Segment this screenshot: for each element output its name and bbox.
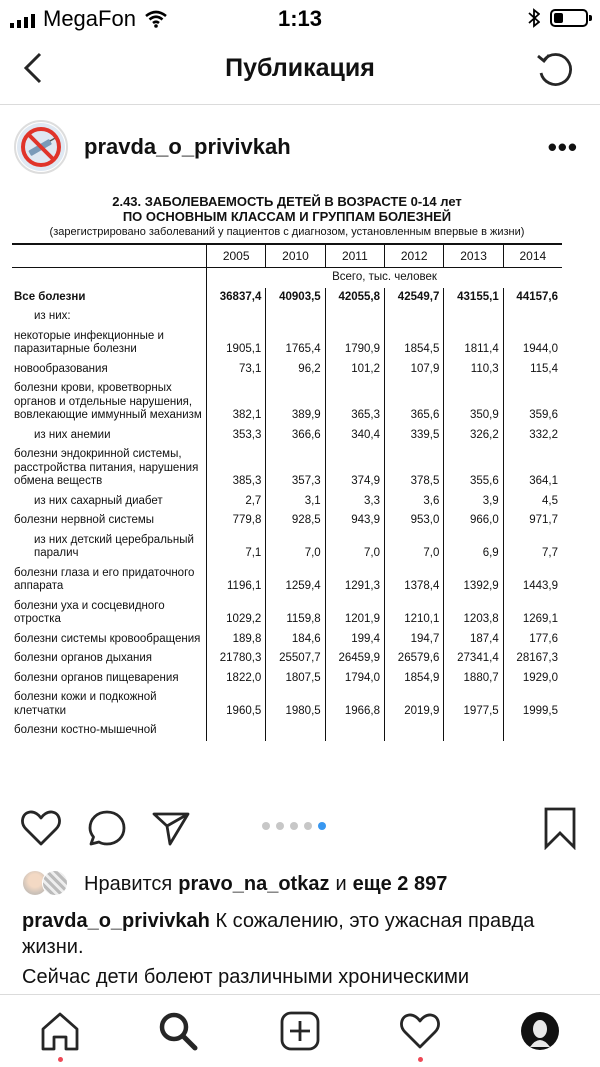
home-icon[interactable] bbox=[38, 1009, 82, 1053]
value-cell: 357,3 bbox=[266, 445, 325, 492]
caption-continued: Сейчас дети болеют различными хроническими bbox=[22, 966, 470, 988]
document-title-line2: ПО ОСНОВНЫМ КЛАССАМ И ГРУППАМ БОЛЕЗНЕЙ bbox=[122, 209, 452, 224]
value-cell: 364,1 bbox=[503, 445, 562, 492]
top-nav bbox=[0, 36, 600, 105]
document-subtitle: (зарегистрировано заболеваний у пациентов с диагнозом, установленным впервые в жизни) bbox=[49, 226, 525, 238]
value-cell: 44157,6 bbox=[503, 288, 562, 308]
notification-dot bbox=[418, 1057, 423, 1062]
value-cell: 943,9 bbox=[325, 511, 384, 531]
value-cell bbox=[503, 307, 562, 327]
value-cell: 26579,6 bbox=[385, 649, 444, 669]
header-label-cell bbox=[12, 244, 207, 268]
liker-avatar bbox=[42, 870, 68, 896]
value-cell: 194,7 bbox=[385, 630, 444, 650]
value-cell: 1854,5 bbox=[385, 327, 444, 360]
value-cell: 26459,9 bbox=[325, 649, 384, 669]
year-header: 2010 bbox=[266, 244, 325, 268]
value-cell: 1269,1 bbox=[503, 597, 562, 630]
value-cell: 6,9 bbox=[444, 531, 503, 564]
value-cell: 359,6 bbox=[503, 379, 562, 426]
add-post-icon[interactable] bbox=[278, 1009, 322, 1053]
value-cell: 1210,1 bbox=[385, 597, 444, 630]
table-row bbox=[12, 445, 562, 492]
table-row bbox=[12, 492, 562, 512]
value-cell bbox=[207, 721, 266, 741]
caption-text: К сожалению, это ужасная правда жизни. bbox=[22, 910, 535, 958]
value-cell: 2019,9 bbox=[385, 688, 444, 721]
row-label: из них анемии bbox=[34, 428, 111, 441]
value-cell: 73,1 bbox=[207, 360, 266, 380]
value-cell: 7,0 bbox=[385, 531, 444, 564]
page-title: Публикация bbox=[225, 54, 375, 82]
value-cell: 340,4 bbox=[325, 426, 384, 446]
value-cell: 389,9 bbox=[266, 379, 325, 426]
year-header: 2012 bbox=[385, 244, 444, 268]
value-cell: 1443,9 bbox=[503, 564, 562, 597]
bookmark-icon[interactable] bbox=[542, 806, 578, 850]
value-cell: 1378,4 bbox=[385, 564, 444, 597]
value-cell bbox=[266, 307, 325, 327]
value-cell: 953,0 bbox=[385, 511, 444, 531]
value-cell: 40903,5 bbox=[266, 288, 325, 308]
value-cell: 1794,0 bbox=[325, 669, 384, 689]
carousel-dot bbox=[290, 822, 298, 830]
value-cell: 1029,2 bbox=[207, 597, 266, 630]
disease-table bbox=[12, 243, 562, 741]
likes-row[interactable] bbox=[22, 868, 592, 900]
value-cell: 101,2 bbox=[325, 360, 384, 380]
row-label: Все болезни bbox=[14, 290, 86, 303]
value-cell: 366,6 bbox=[266, 426, 325, 446]
value-cell bbox=[385, 721, 444, 741]
year-header: 2013 bbox=[444, 244, 503, 268]
value-cell: 199,4 bbox=[325, 630, 384, 650]
search-icon[interactable] bbox=[156, 1009, 200, 1053]
table-row bbox=[12, 360, 562, 380]
row-label: болезни крови, кроветворных органов и отдельные нарушения, вовлекающие иммунный механизм bbox=[14, 382, 202, 421]
value-cell: 1203,8 bbox=[444, 597, 503, 630]
value-cell: 7,0 bbox=[325, 531, 384, 564]
no-syringe-icon bbox=[16, 122, 66, 172]
value-cell: 1944,0 bbox=[503, 327, 562, 360]
row-label: некоторые инфекционные и паразитарные болезни bbox=[14, 329, 164, 355]
value-cell bbox=[444, 721, 503, 741]
value-cell: 21780,3 bbox=[207, 649, 266, 669]
value-cell: 25507,7 bbox=[266, 649, 325, 669]
table-row bbox=[12, 426, 562, 446]
value-cell: 1807,5 bbox=[266, 669, 325, 689]
value-cell: 184,6 bbox=[266, 630, 325, 650]
value-cell: 355,6 bbox=[444, 445, 503, 492]
row-label: болезни костно-мышечной bbox=[14, 724, 157, 736]
likes-prefix: Нравится bbox=[84, 872, 173, 895]
activity-heart-icon[interactable] bbox=[398, 1009, 442, 1053]
row-label: болезни системы кровообращения bbox=[14, 632, 201, 645]
value-cell: 382,1 bbox=[207, 379, 266, 426]
value-cell: 3,6 bbox=[385, 492, 444, 512]
value-cell: 1880,7 bbox=[444, 669, 503, 689]
clock: 1:13 bbox=[277, 6, 323, 31]
carousel-dot bbox=[262, 822, 270, 830]
value-cell: 1259,4 bbox=[266, 564, 325, 597]
value-cell: 1966,8 bbox=[325, 688, 384, 721]
value-cell bbox=[503, 721, 562, 741]
row-label: болезни органов дыхания bbox=[14, 652, 152, 664]
year-header: 2011 bbox=[325, 244, 384, 268]
value-cell bbox=[444, 307, 503, 327]
row-label: болезни нервной системы bbox=[14, 514, 155, 526]
notification-dot bbox=[58, 1057, 63, 1062]
value-cell: 1905,1 bbox=[207, 327, 266, 360]
value-cell: 7,0 bbox=[266, 531, 325, 564]
row-label: болезни уха и сосцевидного отростка bbox=[14, 599, 165, 625]
value-cell: 378,5 bbox=[385, 445, 444, 492]
value-cell: 189,8 bbox=[207, 630, 266, 650]
table-row bbox=[12, 379, 562, 426]
row-label: из них: bbox=[34, 310, 71, 322]
value-cell: 110,3 bbox=[444, 360, 503, 380]
post-header bbox=[0, 104, 600, 186]
unit-label: Всего, тыс. человек bbox=[207, 268, 563, 288]
table-row bbox=[12, 597, 562, 630]
value-cell: 4,5 bbox=[503, 492, 562, 512]
value-cell bbox=[207, 307, 266, 327]
document-title-line1: 2.43. ЗАБОЛЕВАЕМОСТЬ ДЕТЕЙ В ВОЗРАСТЕ 0-14 лет bbox=[112, 194, 462, 209]
value-cell bbox=[325, 721, 384, 741]
value-cell: 115,4 bbox=[503, 360, 562, 380]
value-cell: 177,6 bbox=[503, 630, 562, 650]
value-cell: 28167,3 bbox=[503, 649, 562, 669]
value-cell: 1960,5 bbox=[207, 688, 266, 721]
refresh-icon[interactable] bbox=[534, 48, 576, 90]
author-username[interactable]: pravda_o_privivkah bbox=[84, 134, 291, 159]
value-cell: 27341,4 bbox=[444, 649, 503, 669]
value-cell bbox=[266, 721, 325, 741]
value-cell: 42055,8 bbox=[325, 288, 384, 308]
value-cell: 1392,9 bbox=[444, 564, 503, 597]
table-row bbox=[12, 327, 562, 360]
table-row bbox=[12, 630, 562, 650]
share-icon[interactable] bbox=[150, 808, 192, 848]
table-row bbox=[12, 721, 562, 741]
value-cell: 365,6 bbox=[385, 379, 444, 426]
value-cell: 7,7 bbox=[503, 531, 562, 564]
year-header: 2005 bbox=[207, 244, 266, 268]
value-cell: 3,9 bbox=[444, 492, 503, 512]
row-label: болезни кожи и подкожной клетчатки bbox=[14, 691, 157, 717]
carrier-name: MegaFon bbox=[43, 6, 136, 31]
value-cell: 350,9 bbox=[444, 379, 503, 426]
unit-row bbox=[12, 268, 562, 288]
caption-username[interactable]: pravda_o_privivkah bbox=[22, 910, 210, 932]
value-cell: 1929,0 bbox=[503, 669, 562, 689]
statistics-document bbox=[12, 194, 562, 741]
value-cell: 107,9 bbox=[385, 360, 444, 380]
liker-avatars bbox=[22, 870, 76, 898]
carousel-indicator bbox=[262, 822, 326, 830]
value-cell: 42549,7 bbox=[385, 288, 444, 308]
liker-username[interactable]: pravo_na_otkaz bbox=[178, 872, 330, 895]
value-cell: 779,8 bbox=[207, 511, 266, 531]
value-cell: 326,2 bbox=[444, 426, 503, 446]
carousel-dot bbox=[276, 822, 284, 830]
value-cell: 2,7 bbox=[207, 492, 266, 512]
value-cell: 1765,4 bbox=[266, 327, 325, 360]
year-header: 2014 bbox=[503, 244, 562, 268]
table-row bbox=[12, 564, 562, 597]
value-cell: 1999,5 bbox=[503, 688, 562, 721]
value-cell: 1977,5 bbox=[444, 688, 503, 721]
value-cell: 1980,5 bbox=[266, 688, 325, 721]
value-cell bbox=[325, 307, 384, 327]
value-cell: 339,5 bbox=[385, 426, 444, 446]
comment-icon[interactable] bbox=[86, 808, 128, 848]
carousel-dot-active bbox=[318, 822, 326, 830]
value-cell: 1201,9 bbox=[325, 597, 384, 630]
row-label: новообразования bbox=[14, 362, 108, 375]
row-label: болезни глаза и его придаточного аппарата bbox=[14, 566, 195, 592]
author-avatar[interactable] bbox=[14, 120, 68, 174]
row-label: из них сахарный диабет bbox=[34, 494, 163, 507]
table-row bbox=[12, 307, 562, 327]
value-cell: 385,3 bbox=[207, 445, 266, 492]
row-label: болезни органов пищеварения bbox=[14, 671, 179, 684]
table-header-row bbox=[12, 244, 562, 268]
value-cell: 928,5 bbox=[266, 511, 325, 531]
value-cell: 1811,4 bbox=[444, 327, 503, 360]
bluetooth-icon bbox=[528, 8, 540, 28]
table-row bbox=[12, 288, 562, 308]
table-row bbox=[12, 688, 562, 721]
value-cell: 43155,1 bbox=[444, 288, 503, 308]
table-row bbox=[12, 531, 562, 564]
value-cell: 96,2 bbox=[266, 360, 325, 380]
value-cell: 187,4 bbox=[444, 630, 503, 650]
battery-icon bbox=[550, 9, 588, 27]
likes-count[interactable]: еще 2 897 bbox=[352, 872, 448, 895]
value-cell: 1159,8 bbox=[266, 597, 325, 630]
row-label: из них детский церебральный паралич bbox=[34, 533, 194, 559]
profile-avatar-icon[interactable] bbox=[518, 1009, 562, 1053]
likes-connector: и bbox=[335, 872, 347, 895]
heart-icon[interactable] bbox=[20, 808, 62, 848]
status-bar bbox=[0, 0, 600, 36]
more-options-icon[interactable]: ••• bbox=[547, 132, 578, 162]
value-cell: 3,1 bbox=[266, 492, 325, 512]
value-cell: 1854,9 bbox=[385, 669, 444, 689]
value-cell bbox=[385, 307, 444, 327]
table-row bbox=[12, 511, 562, 531]
value-cell: 7,1 bbox=[207, 531, 266, 564]
value-cell: 1196,1 bbox=[207, 564, 266, 597]
value-cell: 971,7 bbox=[503, 511, 562, 531]
table-row bbox=[12, 669, 562, 689]
carousel-dot bbox=[304, 822, 312, 830]
value-cell: 966,0 bbox=[444, 511, 503, 531]
value-cell: 3,3 bbox=[325, 492, 384, 512]
value-cell: 353,3 bbox=[207, 426, 266, 446]
value-cell: 1822,0 bbox=[207, 669, 266, 689]
value-cell: 332,2 bbox=[503, 426, 562, 446]
caption bbox=[22, 908, 582, 960]
value-cell: 1790,9 bbox=[325, 327, 384, 360]
value-cell: 365,3 bbox=[325, 379, 384, 426]
row-label: болезни эндокринной системы, расстройства питания, нарушения обмена веществ bbox=[14, 448, 199, 487]
value-cell: 36837,4 bbox=[207, 288, 266, 308]
value-cell: 374,9 bbox=[325, 445, 384, 492]
post-image[interactable] bbox=[0, 186, 600, 790]
table-row bbox=[12, 649, 562, 669]
bottom-tab-bar bbox=[0, 994, 600, 1067]
post-actions bbox=[0, 792, 600, 864]
value-cell: 1291,3 bbox=[325, 564, 384, 597]
